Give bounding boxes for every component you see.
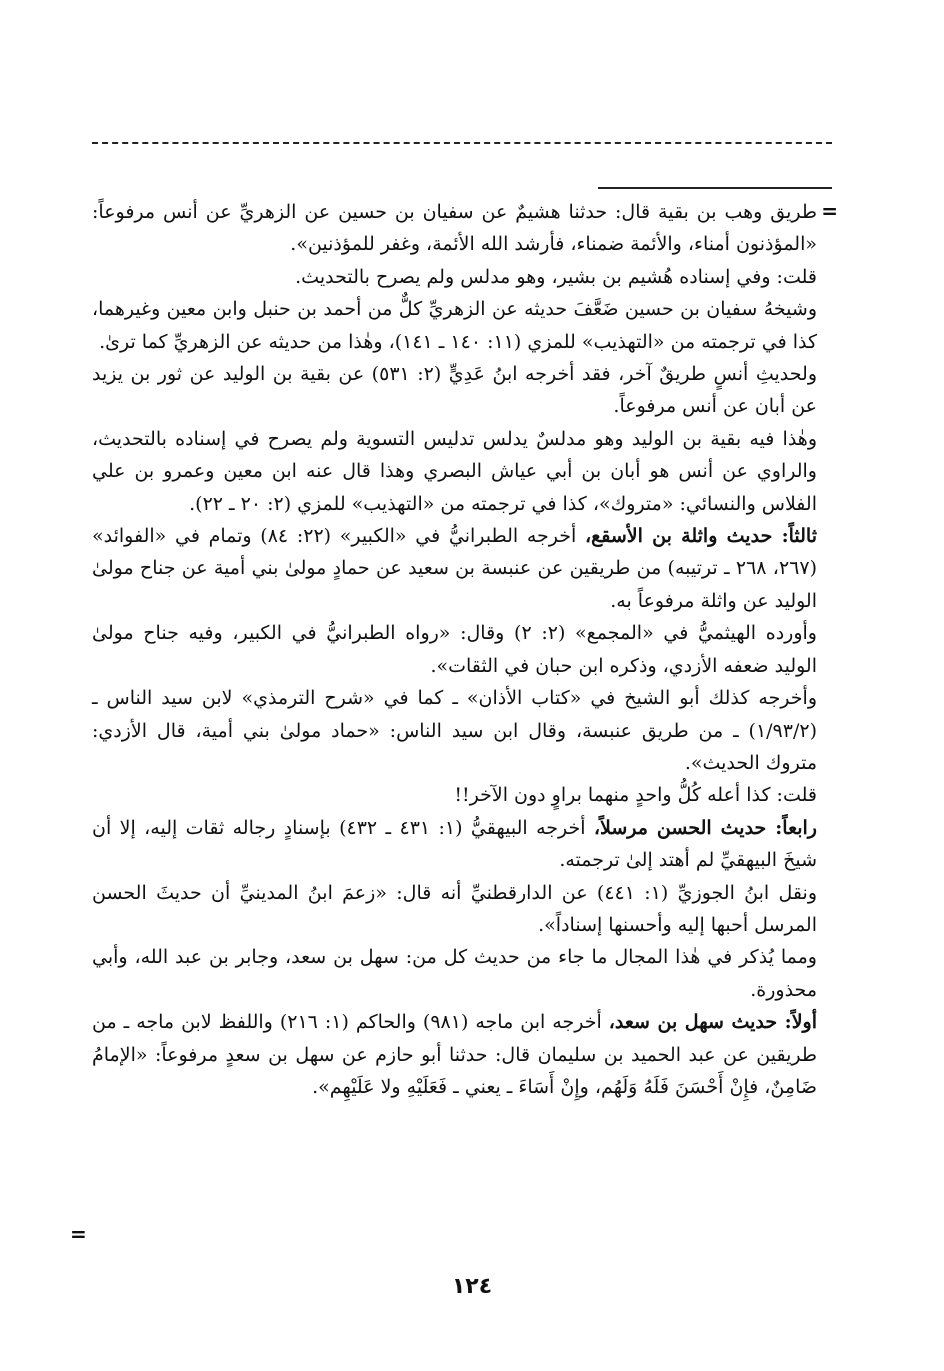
paragraph — [92, 293, 817, 358]
footnote-text — [92, 196, 817, 1103]
paragraph — [92, 617, 817, 682]
paragraph-text: ونقل ابنُ الجوزيِّ (١: ٤٤١) عن الدارقطنيِّ أنه قال: «زعمَ ابنُ المدينيِّ أن حديثَ الحسن المرسل أحبها إليه وأحسنها إسناداً». — [92, 881, 817, 936]
paragraph-text: وهٰذا فيه بقية بن الوليد وهو مدلسٌ يدلس تدليس التسوية ولم يصرح في إسناده بالتحديث، والراوي عن أنس هو أبان بن أبي عياش البصري وهذا قال عنه ابن معين وعمرو بن علي الفلاس والنسائي: «متروك»، كذا في ترجمته من «التهذيب» للمزي (٢: ٢٠ ـ ٢٢). — [92, 427, 817, 515]
paragraph-text: طريق وهب بن بقية قال: حدثنا هشيمٌ عن سفيان بن حسين عن الزهريِّ عن أنس مرفوعاً: «المؤذنون أمناء، والأئمة ضمناء، فأرشد الله الأئمة، وغفر للمؤذنين». — [92, 201, 817, 256]
paragraph-text: وأورده الهيثميُّ في «المجمع» (٢: ٢) وقال: «رواه الطبرانيُّ في الكبير، وفيه جناح مولىٰ الوليد ضعفه الأزدي، وذكره ابن حبان في الثقات». — [92, 622, 817, 677]
continuation-mark-top: = — [821, 199, 838, 223]
footnote-rule — [598, 187, 832, 189]
paragraph-lead: ثالثاً: حديث واثلة بن الأسقع، — [584, 525, 817, 548]
paragraph — [92, 423, 817, 520]
paragraph — [92, 779, 817, 811]
paragraph-text: ومما يُذكر في هٰذا المجال ما جاء من حديث كل من: سهل بن سعد، وجابر بن عبد الله، وأبي محذورة. — [92, 946, 817, 1001]
paragraph-text: وشيخهُ سفيان بن حسين ضَعَّفَ حديثه عن الزهريِّ كلٌّ من أحمد بن حنبل وابن معين وغيرهما، كذا في ترجمته من «التهذيب» للمزي (١١: ١٤٠ ـ ١٤١)، وهٰذا من حديثه عن الزهريِّ كما ترىٰ. — [92, 298, 817, 353]
paragraph-text: ولحديثِ أنسٍ طريقٌ آخر، فقد أخرجه ابنُ عَدِيٍّ (٢: ٥٣١) عن بقية بن الوليد عن ثور بن يزيد عن أبان عن أنس مرفوعاً. — [92, 363, 817, 418]
paragraph — [92, 520, 817, 617]
page-number: ١٢٤ — [451, 1274, 493, 1299]
continuation-mark-bottom: = — [70, 1222, 87, 1246]
paragraph-text: وأخرجه كذلك أبو الشيخ في «كتاب الأذان» ـ كما في «شرح الترمذي» لابن سيد الناس ـ (١/٩٣/٢) ـ من طريق عنبسة، وقال ابن سيد الناس: «حماد مولىٰ بني أمية، قال الأزدي: متروك الحديث». — [92, 687, 817, 774]
paragraph-text: أخرجه ابن ماجه (٩٨١) والحاكم (١: ٢١٦) واللفظ لابن ماجه ـ من طريقين عن عبد الحميد بن سليمان قال: حدثنا أبو حازم عن سهل بن سعدٍ مرفوعاً: «الإمامُ ضَامِنٌ، فإِنْ أَحْسَنَ فَلَهُ وَلَهُم، وإِنْ أَسَاءَ ـ يعني ـ فَعَلَيْهِ ولا عَلَيْهِم». — [92, 1011, 817, 1098]
paragraph-lead: أولاً: حديث سهل بن سعد، — [608, 1011, 817, 1034]
paragraph — [92, 812, 817, 877]
paragraph — [92, 261, 817, 293]
paragraph — [92, 682, 817, 779]
paragraph — [92, 877, 817, 942]
paragraph-text: قلت: وفي إسناده هُشيم بن بشير، وهو مدلس ولم يصرح بالتحديث. — [295, 265, 817, 288]
paragraph — [92, 358, 817, 423]
paragraph-text: أخرجه الطبرانيُّ في «الكبير» (٢٢: ٨٤) وتمام في «الفوائد» (٢٦٧، ٢٦٨ ـ ترتيبه) من طريقين عن عنبسة بن سعيد عن حمادٍ مولىٰ بني أمية عن جناح مولىٰ الوليد عن واثلة مرفوعاً به. — [92, 525, 817, 612]
paragraph — [92, 941, 817, 1006]
paragraph-lead: رابعاً: حديث الحسن مرسلاً، — [593, 816, 817, 839]
paragraph-text: أخرجه البيهقيُّ (١: ٤٣١ ـ ٤٣٢) بإسنادٍ رجاله ثقات إليه، إلا أن شيخَ البيهقيِّ لم أهتد إلىٰ ترجمته. — [92, 816, 817, 872]
paragraph — [92, 196, 817, 261]
paragraph-text: قلت: كذا أعله كُلُّ واحدٍ منهما براوٍ دون الآخر!! — [454, 784, 817, 807]
paragraph — [92, 1006, 817, 1103]
dashed-separator — [92, 142, 832, 144]
